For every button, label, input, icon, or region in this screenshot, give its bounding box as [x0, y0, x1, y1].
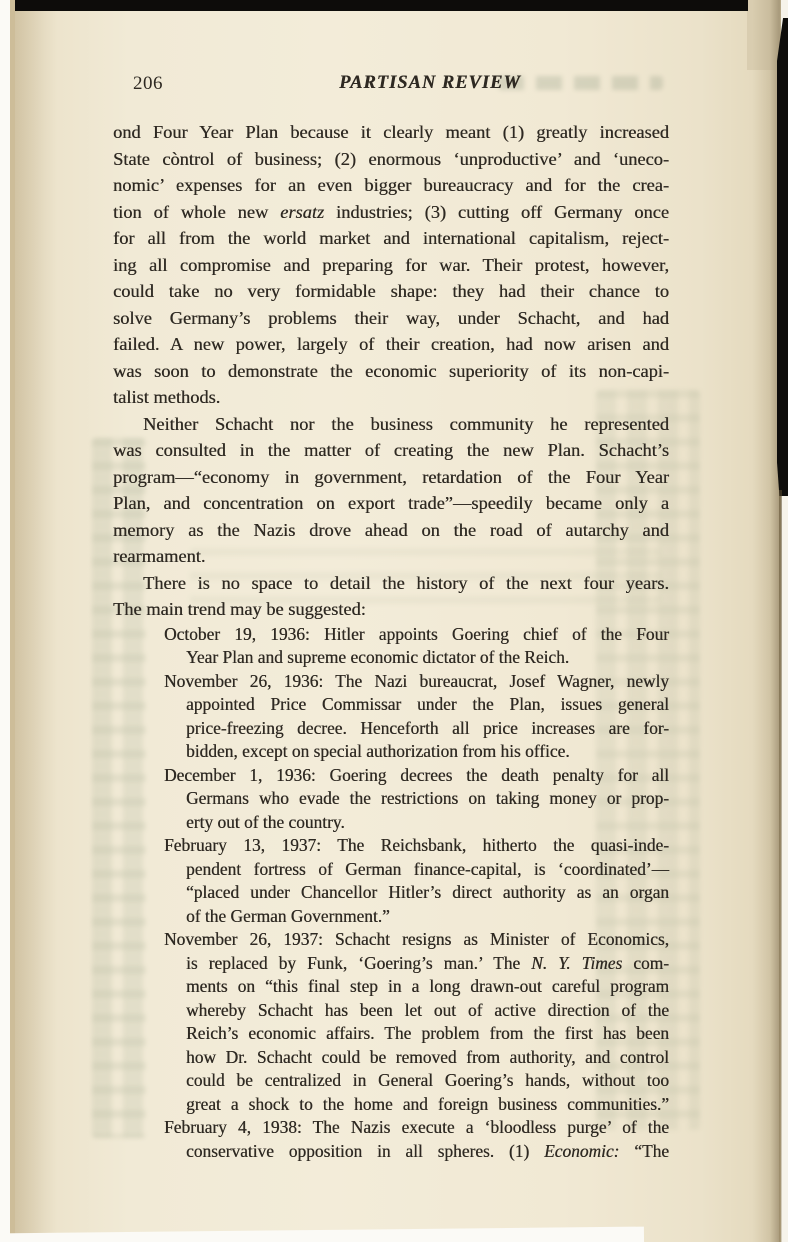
text-line: Reich’s economic affairs. The problem from the first has been	[186, 1023, 669, 1043]
paragraph	[113, 411, 669, 570]
text-line: pendent fortress of German finance-capital, is ‘coordinated’—	[186, 858, 669, 879]
text-line: whereby Schacht has been let out of active direction of the	[186, 999, 669, 1020]
text-line: conservative opposition in all spheres. (1) Economic: “The	[186, 1140, 670, 1161]
text-line: February 4, 1938: The Nazis execute a ‘bloodless purge’ of the	[164, 1117, 669, 1137]
text-line: how Dr. Schacht could be removed from authority, and control	[186, 1046, 669, 1067]
chronology-list-item	[113, 623, 669, 670]
text-line: was soon to demonstrate the economic superiority of its non-capi-	[113, 360, 669, 381]
left-page-edge-line	[10, 0, 15, 1242]
text-line: could be centralized in General Goering’s hands, without too	[186, 1070, 669, 1090]
text-line: Plan, and concentration on export trade”—speedily became only a	[113, 493, 669, 513]
chronology-list-item	[113, 670, 669, 764]
text-line: October 19, 1936: Hitler appoints Goering chief of the Four	[164, 623, 669, 644]
text-line: was consulted in the matter of creating the new Plan. Schacht’s	[113, 440, 669, 460]
text-line: rearmament.	[113, 546, 206, 566]
text-line: could take no very formidable shape: they had their chance to	[113, 281, 669, 301]
text-line: talist methods.	[113, 387, 221, 407]
text-line: ond Four Year Plan because it clearly meant (1) greatly increased	[113, 122, 669, 142]
page-number: 206	[133, 73, 163, 94]
text-line: The main trend may be suggested:	[113, 599, 366, 619]
paragraph	[113, 570, 669, 623]
text-line: “placed under Chancellor Hitler’s direct authority as an organ	[186, 882, 669, 902]
chronology-list-item	[113, 928, 669, 1116]
text-line: bidden, except on special authorization from his office.	[186, 741, 570, 761]
text-line: State còntrol of business; (2) enormous ‘unproductive’ and ‘uneco-	[113, 148, 669, 169]
top-scan-black-bar	[12, 0, 748, 11]
text-line: tion of whole new ersatz industries; (3) cutting off Germany once	[113, 201, 669, 222]
text-line: failed. A new power, largely of their creation, had now arisen and	[113, 334, 669, 354]
text-line: February 13, 1937: The Reichsbank, hitherto the quasi-inde-	[164, 835, 669, 855]
text-line: nomic’ expenses for an even bigger bureaucracy and for the crea-	[113, 175, 669, 195]
text-line: November 26, 1937: Schacht resigns as Minister of Economics,	[164, 929, 669, 949]
paragraph	[113, 119, 669, 411]
text-line: price-freezing decree. Henceforth all price increases are for-	[186, 717, 669, 738]
text-line: memory as the Nazis drove ahead on the road of autarchy and	[113, 519, 669, 540]
text-line: There is no space to detail the history of the next four years.	[143, 572, 669, 593]
text-line: ing all compromise and preparing for war. Their protest, however,	[113, 254, 669, 275]
text-line: November 26, 1936: The Nazi bureaucrat, Josef Wagner, newly	[164, 670, 669, 691]
text-line: program—“economy in government, retardation of the Four Year	[113, 466, 669, 487]
text-line: ments on “this final step in a long drawn-out careful program	[186, 976, 669, 996]
text-column	[113, 119, 669, 1163]
text-line: appointed Price Commissar under the Plan, issues general	[186, 694, 669, 714]
text-line: Neither Schacht nor the business community he represented	[143, 413, 669, 434]
text-line: is replaced by Funk, ‘Goering’s man.’ The N. Y. Times com-	[186, 952, 669, 973]
text-line: Year Plan and supreme economic dictator of the Reich.	[186, 647, 570, 667]
right-scan-black-bar	[777, 18, 788, 496]
left-page-shading	[15, 0, 57, 1242]
chronology-list-item	[113, 764, 669, 835]
chronology-list-item	[113, 834, 669, 928]
text-line: of the German Government.”	[186, 905, 390, 926]
right-edge-line	[779, 490, 782, 1242]
journal-title: PARTISAN REVIEW	[339, 73, 521, 93]
text-line: great a shock to the home and foreign business communities.”	[186, 1093, 669, 1114]
text-line: Germans who evade the restrictions on taking money or prop-	[186, 788, 669, 808]
chronology-list-item	[113, 1116, 669, 1163]
text-line: solve Germany’s problems their way, under Schacht, and had	[113, 307, 669, 328]
text-line: December 1, 1936: Goering decrees the death penalty for all	[164, 764, 669, 785]
text-line: erty out of the country.	[186, 811, 345, 832]
bottom-page-edge-white	[0, 1227, 644, 1242]
text-line: for all from the world market and international capitalism, reject-	[113, 228, 669, 248]
left-page-edge-white	[0, 0, 10, 1242]
